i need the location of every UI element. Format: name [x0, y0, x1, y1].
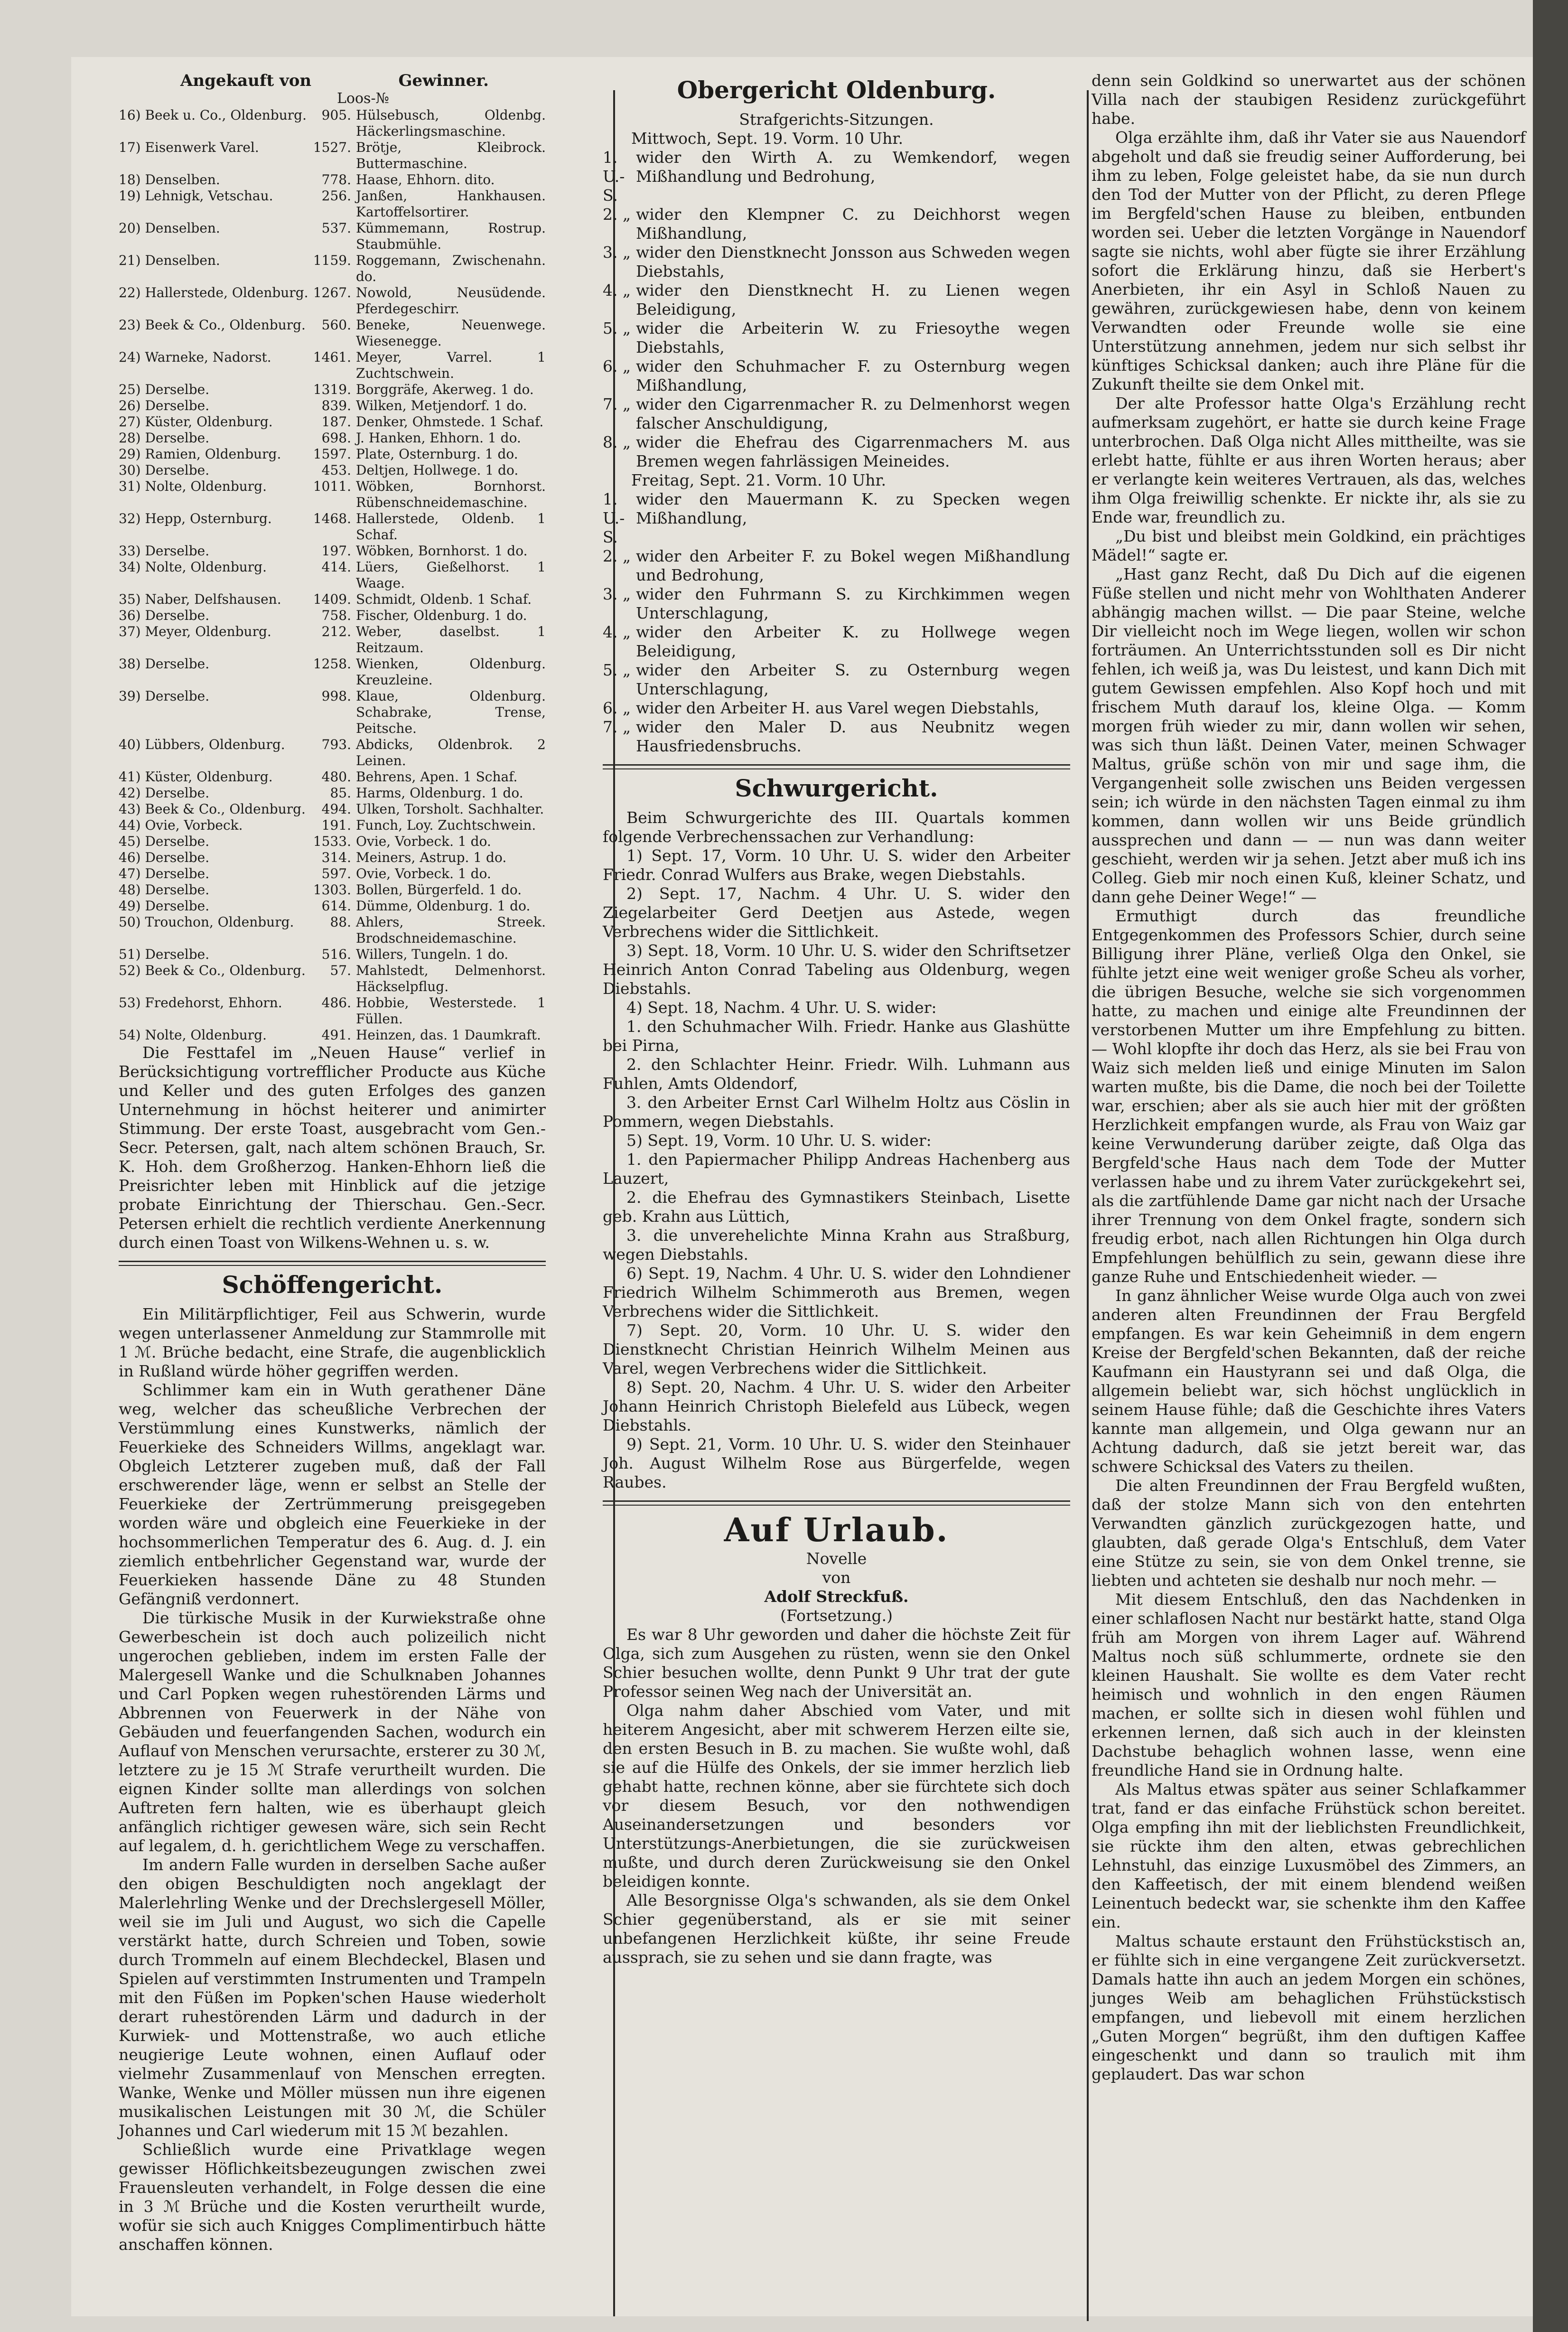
winner-row [119, 769, 546, 785]
winner-buyer: 51) Derselbe. [119, 946, 210, 962]
schwur-case: 3) Sept. 18, Vorm. 10 Uhr. U. S. wider den Schriftsetzer Heinrich Anton Conrad Tabeling aus Oldenburg, wegen Diebstahls. [603, 941, 1070, 998]
case-text: wider den Fuhrmann S. zu Kirchkimmen wegen Unterschlagung, [636, 585, 1070, 622]
winner-row [119, 591, 546, 608]
schoeffengericht-heading: Schöffengericht. [222, 1271, 443, 1299]
case-number: 8. „ [603, 433, 631, 451]
case-row [603, 319, 1070, 357]
novel-by: von [822, 1568, 851, 1587]
winner-buyer: 16) Beek u. Co., Oldenburg. [119, 107, 307, 123]
winner-row [119, 737, 546, 769]
case-number: 6. „ [603, 699, 631, 717]
winner-loos: 1258. [313, 656, 351, 672]
winner-loos: 758. [321, 608, 351, 623]
winner-loos: 191. [321, 817, 351, 833]
winner-name: Kümmemann, Rostrup. Staubmühle. [356, 220, 546, 252]
winner-name: Mahlstedt, Delmenhorst. Häckselpflug. [356, 963, 546, 994]
winner-buyer: 22) Hallerstede, Oldenburg. [119, 285, 308, 300]
winner-buyer: 37) Meyer, Oldenburg. [119, 624, 271, 639]
case-number: 5. „ [603, 319, 631, 337]
novel-genre: Novelle [806, 1549, 867, 1568]
winner-name: Haase, Ehhorn. dito. [356, 172, 495, 187]
case-number: 3. „ [603, 585, 631, 603]
winner-name: Harms, Oldenburg. 1 do. [356, 785, 523, 801]
schwur-case: 9) Sept. 21, Vorm. 10 Uhr. U. S. wider den Steinhauer Joh. August Wilhelm Rose aus Bürgerfelde, wegen Raubes. [603, 1435, 1070, 1491]
winner-name: Willers, Tungeln. 1 do. [356, 946, 509, 962]
novel-paragraph: Olga erzählte ihm, daß ihr Vater sie aus Nauendorf abgeholt und daß sie freudig seiner Aufforderung, bei ihm zu leben, Folge geleistet habe, da sie nun durch den Tod der Mutter von der Pflicht, zu deren Pflege im Bergfeld'schen Hause zu bleiben, entbunden worden sei. Ueber die letzten Vorgänge in Nauendorf sagte sie nichts, wohl aber fügte sie ihrer Erzählung sofort die Erklärung hinzu, daß sie Herbert's Anerbieten, ihr ein Asyl in Schloß Nauen zu gewähren, zurückgewiesen habe, denn von keinem Verwandten oder Freunde wolle sie eine Unterstützung annehmen, jedem nur sich selbst ihr künftiges Schicksal danken; auch ihre Pläne für die Zukunft theilte sie dem Onkel mit. [1092, 128, 1526, 393]
winners-list [119, 107, 546, 1043]
winner-row [119, 382, 546, 398]
winner-buyer: 43) Beek & Co., Oldenburg. [119, 801, 306, 817]
column-1 [119, 71, 546, 2254]
novel-paragraph: Alle Besorgnisse Olga's schwanden, als sie dem Onkel Schier gegenüberstand, als er sie mit seiner unbefangenen Herzlichkeit küßte, ihr seine Freude aussprach, sie zu sehen und sie dann fragte, was [603, 1891, 1070, 1967]
winner-buyer: 44) Ovie, Vorbeck. [119, 817, 243, 833]
winner-name: Lüers, Gießelhorst. 1 Waage. [356, 559, 546, 591]
novel-paragraph: Mit diesem Entschluß, den das Nachdenken in einer schlaflosen Nacht nur bestärkt hatte, stand Olga früh am Morgen von ihrem Lager auf. Während Maltus noch süß schlummerte, ordnete sie den kleinen Haushalt. Sie wollte es dem Vater recht heimisch und wohnlich in den engen Räumen machen, er sollte sich in diesen wohl fühlen und erkennen lernen, daß sich auch in der kleinsten Dachstube behaglich wohnen lasse, wenn eine freundliche Hand sie in Ordnung halte. [1092, 1590, 1526, 1779]
case-row [603, 357, 1070, 395]
schoeffen-paragraph: Schließlich wurde eine Privatklage wegen gewisser Höflichkeitsbezeugungen zwischen zwei Frauensleuten verhandelt, in Folge dessen die eine in 3 ℳ Brüche und die Kosten verurtheilt wurde, wofür sie sich auch Knigges Complimentirbuch hätte anschaffen können. [119, 2140, 546, 2254]
obergericht-heading: Obergericht Oldenburg. [677, 76, 996, 104]
winner-row [119, 946, 546, 963]
winner-loos: 1319. [313, 382, 351, 397]
winner-buyer: 35) Naber, Delfshausen. [119, 591, 281, 607]
winner-buyer: 27) Küster, Oldenburg. [119, 414, 273, 430]
winner-buyer: 38) Derselbe. [119, 656, 210, 672]
winner-name: Hallerstede, Oldenb. 1 Schaf. [356, 511, 546, 543]
case-row [603, 205, 1070, 243]
schwur-case: 2) Sept. 17, Nachm. 4 Uhr. U. S. wider den Ziegelarbeiter Gerd Deetjen aus Astede, wegen Verbrechens wider die Sittlichkeit. [603, 884, 1070, 941]
winner-row [119, 882, 546, 898]
winner-buyer: 30) Derselbe. [119, 462, 210, 478]
winner-buyer: 18) Denselben. [119, 172, 220, 187]
winner-buyer: 49) Derselbe. [119, 898, 210, 914]
winner-row [119, 462, 546, 478]
winner-loos: 614. [321, 898, 351, 914]
loos-number-header: Loos-№ [337, 90, 389, 107]
winner-loos: 560. [321, 317, 351, 333]
bought-from-header: Angekauft von [180, 71, 312, 90]
winner-row [119, 253, 546, 285]
winner-buyer: 29) Ramien, Oldenburg. [119, 446, 281, 462]
winner-name: Denker, Ohmstede. 1 Schaf. [356, 414, 544, 430]
schwur-case: 6) Sept. 19, Nachm. 4 Uhr. U. S. wider den Lohndiener Friedrich Wilhelm Schimmeroth aus Bremen, wegen Verbrechens wider die Sittlichkeit. [603, 1264, 1070, 1321]
winner-name: Ahlers, Streek. Brodschneidemaschine. [356, 914, 546, 946]
cases-friday [603, 490, 1070, 756]
novel-paragraph: Der alte Professor hatte Olga's Erzählung recht aufmerksam zugehört, er hatte sie durch keine Frage unterbrochen. Daß Olga nicht Alles mittheilte, was sie erlebt hatte, fühlte er aus ihren Worten heraus; aber er verlangte kein weiteres Vertrauen, als das, welches ihm Olga freiwillig schenkte. Er nickte ihr, als sie zu Ende war, freundlich zu. [1092, 394, 1526, 526]
winner-name: Behrens, Apen. 1 Schaf. [356, 769, 518, 785]
case-text: wider den Arbeiter S. zu Osternburg wegen Unterschlagung, [636, 661, 1070, 698]
winner-row [119, 220, 546, 253]
novel-paragraph: „Du bist und bleibst mein Goldkind, ein prächtiges Mädel!“ sagte er. [1092, 527, 1526, 564]
case-number: 1. U.-S. [603, 490, 625, 546]
winner-buyer: 45) Derselbe. [119, 834, 210, 849]
winner-row [119, 511, 546, 543]
case-row [603, 281, 1070, 319]
case-text: wider den Mauermann K. zu Specken wegen Mißhandlung, [636, 490, 1070, 527]
case-text: wider den Dienstknecht Jonsson aus Schweden wegen Diebstahls, [636, 243, 1070, 281]
winner-buyer: 39) Derselbe. [119, 688, 210, 704]
winner-name: Roggemann, Zwischenahn. do. [356, 253, 546, 284]
schwur-case: 7) Sept. 20, Vorm. 10 Uhr. U. S. wider den Dienstknecht Christian Heinrich Wilhelm Meinen aus Varel, wegen Verbrechens wider die Sittlichkeit. [603, 1321, 1070, 1377]
winner-row [119, 317, 546, 349]
winner-row [119, 140, 546, 172]
winner-loos: 597. [321, 866, 351, 881]
winner-buyer: 47) Derselbe. [119, 866, 210, 881]
winner-name: Meiners, Astrup. 1 do. [356, 850, 507, 865]
case-text: wider den Arbeiter K. zu Hollwege wegen Beleidigung, [636, 623, 1070, 660]
winner-buyer: 40) Lübbers, Oldenburg. [119, 737, 285, 752]
winner-row [119, 801, 546, 817]
case-text: wider den Arbeiter H. aus Varel wegen Diebstahls, [636, 699, 1039, 717]
winner-buyer: 48) Derselbe. [119, 882, 210, 898]
case-number: 3. „ [603, 243, 631, 262]
winner-header: Gewinner. [398, 71, 489, 90]
page-edge-shadow [1533, 0, 1568, 2332]
winner-loos: 998. [321, 688, 351, 704]
schwur-case: 1. den Schuhmacher Wilh. Friedr. Hanke aus Glashütte bei Pirna, [603, 1017, 1070, 1055]
novel-paragraph: Es war 8 Uhr geworden und daher die höchste Zeit für Olga, sich zum Ausgehen zu rüsten, wenn sie den Onkel Schier besuchen wollte, denn Punkt 9 Uhr trat der gute Professor seinen Weg nach der Universität an. [603, 1625, 1070, 1701]
column-rule-2 [1087, 90, 1089, 2321]
winner-loos: 57. [330, 963, 351, 978]
winner-row [119, 656, 546, 688]
strafsitzungen-subheading: Strafgerichts-Sitzungen. [739, 110, 934, 129]
winner-name: Nowold, Neusüdende. Pferdegeschirr. [356, 285, 546, 317]
novel-continuation: (Fortsetzung.) [780, 1606, 893, 1625]
schwurgericht-intro: Beim Schwurgerichte des III. Quartals kommen folgende Verbrechenssachen zur Verhandlung: [603, 808, 1070, 846]
winner-buyer: 41) Küster, Oldenburg. [119, 769, 273, 785]
case-text: wider den Klempner C. zu Deichhorst wegen Mißhandlung, [636, 205, 1070, 243]
winner-buyer: 25) Derselbe. [119, 382, 210, 397]
winner-loos: 453. [321, 462, 351, 478]
winner-loos: 793. [321, 737, 351, 752]
winner-name: Fischer, Oldenburg. 1 do. [356, 608, 527, 623]
winner-row [119, 688, 546, 737]
section-divider [603, 1500, 1070, 1506]
schwur-case: 3. die unverehelichte Minna Krahn aus Straßburg, wegen Diebstahls. [603, 1226, 1070, 1264]
winner-loos: 1597. [313, 446, 351, 462]
winner-buyer: 20) Denselben. [119, 220, 220, 236]
winner-buyer: 28) Derselbe. [119, 430, 210, 446]
novel-author: Adolf Streckfuß. [764, 1587, 909, 1606]
winner-buyer: 52) Beek & Co., Oldenburg. [119, 963, 306, 978]
winner-loos: 491. [321, 1027, 351, 1043]
winner-buyer: 23) Beek & Co., Oldenburg. [119, 317, 306, 333]
cases-wednesday [603, 148, 1070, 471]
schwurgericht-cases [603, 846, 1070, 1492]
novel-paragraph: Olga nahm daher Abschied vom Vater, und mit heiterem Angesicht, aber mit schwerem Herzen eilte sie, den ersten Besuch in B. zu machen. Sie wußte wohl, daß sie auf die Hülfe des Onkels, der sie immer herzlich lieb gehabt hatte, rechnen könne, aber sie fürchtete sich doch vor diesem Besuch, vor den nothwendigen Auseinandersetzungen und besonders vor Unterstützungs-Anerbietungen, die sie zurückweisen mußte, und durch deren Zurückweisung sie den Onkel beleidigen konnte. [603, 1701, 1070, 1891]
winner-row [119, 914, 546, 946]
case-text: wider die Arbeiterin W. zu Friesoythe wegen Diebstahls, [636, 319, 1070, 356]
case-number: 1. U.-S. [603, 148, 625, 205]
winner-buyer: 24) Warneke, Nadorst. [119, 349, 271, 365]
winner-name: Wöbken, Bornhorst. 1 do. [356, 543, 528, 559]
winner-buyer: 19) Lehnigk, Vetschau. [119, 188, 273, 204]
schwur-case: 8) Sept. 20, Nachm. 4 Uhr. U. S. wider den Arbeiter Johann Heinrich Christoph Bielefeld aus Lübeck, wegen Diebstahls. [603, 1378, 1070, 1434]
schwur-case: 1. den Papiermacher Philipp Andreas Hachenberg aus Lauzert, [603, 1150, 1070, 1188]
winner-name: Plate, Osternburg. 1 do. [356, 446, 518, 462]
winner-buyer: 46) Derselbe. [119, 850, 210, 865]
case-text: wider die Ehefrau des Cigarrenmachers M. aus Bremen wegen fahrlässigen Meineides. [636, 433, 1070, 470]
winner-name: Janßen, Hankhausen. Kartoffelsortirer. [356, 188, 546, 220]
winner-buyer: 32) Hepp, Osternburg. [119, 511, 272, 526]
winner-row [119, 349, 546, 382]
novel-paragraph: denn sein Goldkind so unerwartet aus der schönen Villa nach der staubigen Residenz zurückgeführt habe. [1092, 71, 1526, 128]
schoeffen-paragraph: Ein Militärpflichtiger, Feil aus Schwerin, wurde wegen unterlassener Anmeldung zur Stammrolle mit 1 ℳ. Brüche bedacht, eine Strafe, die augenblicklich in Rußland würde höher gegriffen werden. [119, 1305, 546, 1380]
schwur-case: 3. den Arbeiter Ernst Carl Wilhelm Holtz aus Cöslin in Pommern, wegen Diebstahls. [603, 1093, 1070, 1131]
case-number: 2. „ [603, 547, 631, 565]
case-row [603, 243, 1070, 281]
winner-buyer: 26) Derselbe. [119, 398, 210, 413]
section-divider [603, 764, 1070, 769]
winner-row [119, 446, 546, 462]
winner-loos: 1267. [313, 285, 351, 300]
winner-name: Wöbken, Bornhorst. Rübenschneidemaschine. [356, 478, 546, 510]
winner-row [119, 430, 546, 446]
schoeffengericht-body [119, 1305, 546, 2254]
winner-row [119, 785, 546, 801]
winner-buyer: 17) Eisenwerk Varel. [119, 140, 259, 155]
winner-row [119, 963, 546, 995]
winner-loos: 537. [321, 220, 351, 236]
winner-row [119, 559, 546, 591]
winner-buyer: 36) Derselbe. [119, 608, 210, 623]
novel-paragraph: Maltus schaute erstaunt den Frühstückstisch an, er fühlte sich in eine vergangene Zeit zurückversetzt. Damals hatte ihn auch an jedem Morgen ein schönes, junges Weib am behaglichen Frühstückstisch empfangen, und liebevoll mit einem herzlichen „Guten Morgen“ begrüßt, ihm den duftigen Kaffee eingeschenkt und dann so traulich mit ihm geplaudert. Das war schon [1092, 1932, 1526, 2083]
festtafel-paragraph: Die Festtafel im „Neuen Hause“ verlief in Berücksichtigung vortrefflicher Producte aus Küche und Keller und des guten Erfolges des ganzen Unternehmung in höchst heiterer und animirter Stimmung. Der erste Toast, ausgebracht vom Gen.-Secr. Petersen, galt, nach altem schönen Brauch, Sr. K. Hoh. dem Großherzog. Hanken-Ehhorn ließ die Preisrichter leben mit Hinblick auf die jetzige probate Einrichtung der Thierschau. Gen.-Secr. Petersen erhielt die rechtlich verdiente Anerkennung durch einen Toast von Wilkens-Wehnen u. s. w. [119, 1043, 546, 1252]
winner-name: Heinzen, das. 1 Daumkraft. [356, 1027, 541, 1043]
novel-paragraph: Als Maltus etwas später aus seiner Schlafkammer trat, fand er das einfache Frühstück schon bereitet. Olga empfing ihn mit der lieblichsten Freundlichkeit, sie rückte ihm den alten, etwas gebrechlichen Lehnstuhl, das einzige Luxusmöbel des Zimmers, an den Kaffeetisch, der mit einem blendend weißen Leinentuch bedeckt war, sie schenkte ihm den Kaffee ein. [1092, 1780, 1526, 1931]
session-friday: Freitag, Sept. 21. Vorm. 10 Uhr. [631, 471, 887, 489]
novel-paragraph: „Hast ganz Recht, daß Du Dich auf die eigenen Füße stellen und nicht mehr von Wohlthaten Anderer abhängig machen willst. — Die paar Steine, welche Dir vielleicht noch im Wege liegen, wollen wir schon forträumen. An Unterrichtsstunden soll es Dir nicht fehlen, ich weiß ja, was Du leistest, und kann Dich mit gutem Gewissen empfehlen. Also Kopf hoch und mit frischem Muth darauf los, kleine Olga. — Komm morgen früh wieder zu mir, dann wollen wir sehen, was sich thun läßt. Deinen Vater, meinen Schwager Maltus, grüße schön von mir und sage ihm, die Vergangenheit solle zwischen uns Beiden vergessen sein; ich würde in den nächsten Tagen einmal zu ihm kommen, dann wollen wir uns Beide gründlich aussprechen und dann — — nun was dann weiter geschieht, werden wir ja sehen. Jetzt aber muß ich ins Colleg. Gieb mir noch einen Kuß, kleiner Schatz, und dann gehe Deiner Wege!“ — [1092, 565, 1526, 906]
case-row [603, 699, 1070, 718]
winner-buyer: 50) Trouchon, Oldenburg. [119, 914, 294, 930]
winner-buyer: 53) Fredehorst, Ehhorn. [119, 995, 282, 1011]
winner-loos: 414. [321, 559, 351, 575]
winner-loos: 516. [321, 946, 351, 962]
winner-buyer: 21) Denselben. [119, 253, 220, 268]
winner-name: Weber, daselbst. 1 Reitzaum. [356, 624, 546, 656]
winner-row [119, 398, 546, 414]
winner-name: Ovie, Vorbeck. 1 do. [356, 834, 491, 849]
winner-loos: 480. [321, 769, 351, 785]
winner-loos: 1303. [313, 882, 351, 898]
winner-loos: 256. [321, 188, 351, 204]
winner-name: Brötje, Kleibrock. Buttermaschine. [356, 140, 546, 171]
winner-name: Funch, Loy. Zuchtschwein. [356, 817, 536, 833]
case-number: 5. „ [603, 661, 631, 679]
case-text: wider den Dienstknecht H. zu Lienen wegen Beleidigung, [636, 281, 1070, 318]
winner-row [119, 850, 546, 866]
winner-name: Hobbie, Westerstede. 1 Füllen. [356, 995, 546, 1027]
winner-name: Beneke, Neuenwege. Wiesenegge. [356, 317, 546, 349]
winner-name: Borggräfe, Akerweg. 1 do. [356, 382, 534, 397]
winner-row [119, 866, 546, 882]
schwurgericht-heading: Schwurgericht. [735, 774, 938, 802]
winner-row [119, 172, 546, 188]
winners-table-header [119, 71, 546, 90]
winner-name: Wienken, Oldenburg. Kreuzleine. [356, 656, 546, 688]
schoeffen-paragraph: Schlimmer kam ein in Wuth gerathener Däne weg, welcher das scheußliche Verbrechen der Verstümmlung eines Kunstwerks, nämlich der Feuerkieke des Schneiders Willms, angeklagt war. Obgleich Letzterer zugeben muß, daß der Fall erschwerender läge, wenn er selbst an Stelle der Feuerkieke der Zertrümmerung preisgegeben worden wäre und obgleich eine Feuerkieke in der hochsommerlichen Temperatur des 6. Aug. d. J. ein ziemlich entbehrlicher Gegenstand war, wurde der Feuerkieken hassende Däne zu 48 Stunden Gefängniß verdonnert. [119, 1381, 546, 1608]
winner-row [119, 107, 546, 140]
case-row [603, 395, 1070, 433]
case-row [603, 547, 1070, 585]
case-text: wider den Schuhmacher F. zu Osternburg wegen Mißhandlung, [636, 357, 1070, 394]
winner-name: Hülsebusch, Oldenbg. Häckerlingsmaschine. [356, 107, 546, 139]
schwur-case: 4) Sept. 18, Nachm. 4 Uhr. U. S. wider: [626, 998, 937, 1017]
winner-name: Dümme, Oldenburg. 1 do. [356, 898, 531, 914]
schwur-case: 5) Sept. 19, Vorm. 10 Uhr. U. S. wider: [626, 1131, 932, 1150]
column-2 [603, 71, 1070, 1967]
winner-row [119, 1027, 546, 1043]
winner-loos: 778. [321, 172, 351, 187]
case-number: 6. „ [603, 357, 631, 375]
winner-name: Bollen, Bürgerfeld. 1 do. [356, 882, 522, 898]
case-row [603, 661, 1070, 699]
case-text: wider den Cigarrenmacher R. zu Delmenhorst wegen falscher Anschuldigung, [636, 395, 1070, 432]
winner-row [119, 834, 546, 850]
case-row [603, 433, 1070, 471]
case-number: 7. „ [603, 395, 631, 413]
winner-loos: 187. [321, 414, 351, 430]
winner-loos: 905. [321, 107, 351, 123]
section-divider [119, 1261, 546, 1266]
winner-loos: 88. [330, 914, 351, 930]
winner-loos: 486. [321, 995, 351, 1011]
case-number: 2. „ [603, 205, 631, 224]
schwur-case: 2. den Schlachter Heinr. Friedr. Wilh. Luhmann aus Fuhlen, Amts Oldendorf, [603, 1055, 1070, 1093]
case-row [603, 623, 1070, 661]
winner-row [119, 898, 546, 914]
winner-row [119, 543, 546, 559]
winner-loos: 1461. [313, 349, 351, 365]
winner-loos: 494. [321, 801, 351, 817]
winner-loos: 314. [321, 850, 351, 865]
winner-name: Klaue, Oldenburg. Schabrake, Trense, Peitsche. [356, 688, 546, 736]
winner-loos: 1011. [313, 478, 351, 494]
winner-row [119, 414, 546, 430]
winner-row [119, 995, 546, 1027]
case-row [603, 718, 1070, 756]
winner-loos: 1468. [313, 511, 351, 526]
winner-name: Ulken, Torsholt. Sachhalter. [356, 801, 544, 817]
winner-loos: 212. [321, 624, 351, 639]
novel-text-continued [1092, 71, 1526, 2084]
schwur-case: 2. die Ehefrau des Gymnastikers Steinbach, Lisette geb. Krahn aus Lüttich, [603, 1188, 1070, 1226]
winner-name: Ovie, Vorbeck. 1 do. [356, 866, 491, 881]
session-wednesday: Mittwoch, Sept. 19. Vorm. 10 Uhr. [631, 129, 904, 148]
winner-name: Deltjen, Hollwege. 1 do. [356, 462, 519, 478]
novel-paragraph: In ganz ähnlicher Weise wurde Olga auch von zwei anderen alten Freundinnen der Frau Bergfeld empfangen. Es war kein Geheimniß in dem engern Kreise der Bergfeld'schen Bekannten, daß der reiche Kaufmann ein Haustyrann sei und daß Olga, die allgemein beliebt war, sich höchst unglücklich in seinem Hause fühle; daß die Geschichte ihres Vaters kannte man allgemein, und Olga gewann nur an Achtung dadurch, daß sie jetzt bereit war, das schwere Schicksal des Vaters zu theilen. [1092, 1286, 1526, 1476]
winner-loos: 197. [321, 543, 351, 559]
winner-row [119, 608, 546, 624]
novel-paragraph: Die alten Freundinnen der Frau Bergfeld wußten, daß der stolze Mann sich von den entehrten Verwandten gänzlich zurückgezogen hatte, und glaubten, daß gerade Olga's Entschluß, dem Vater eine Stütze zu sein, sie von dem Onkel trenne, sie liebten und achteten sie deshalb nur noch mehr. — [1092, 1476, 1526, 1590]
winner-loos: 698. [321, 430, 351, 446]
winner-loos: 1527. [313, 140, 351, 155]
novel-paragraph: Ermuthigt durch das freundliche Entgegenkommen des Professors Schier, durch seine Billigung ihrer Pläne, verließ Olga den Onkel, sie fühlte jetzt eine weit weniger große Scheu als vorher, die übrigen Besuche, welche sie sich vorgenommen hatte, zu machen und einige alte Freundinnen der verstorbenen Mutter um ihre Empfehlung zu bitten. — Wohl klopfte ihr doch das Herz, als sie bei Frau von Waiz sich melden ließ und einige Minuten im Salon warten mußte, bis die Dame, die noch bei der Toilette war, erschien; aber als sie auch hier mit der größten Herzlichkeit empfangen wurde, als Frau von Waiz gar keine Verwunderung darüber zeigte, daß Olga das Bergfeld'sche Haus nach dem Tode der Mutter verlassen habe und zu ihrem Vater zurückgekehrt sei, als die zartfühlende Dame gar nicht nach der Ursache ihrer Trennung von dem Onkel fragte, sondern sich freudig erbot, nach allen Richtungen hin Olga durch Empfehlungen behülflich zu sein, gewann diese ihre ganze Ruhe und Entschiedenheit wieder. — [1092, 907, 1526, 1286]
winner-loos: 1533. [313, 834, 351, 849]
winner-loos: 85. [330, 785, 351, 801]
winner-buyer: 33) Derselbe. [119, 543, 210, 559]
winner-row [119, 188, 546, 220]
case-text: wider den Arbeiter F. zu Bokel wegen Mißhandlung und Bedrohung, [636, 547, 1070, 584]
column-3 [1092, 71, 1526, 2084]
winner-loos: 839. [321, 398, 351, 413]
winner-row [119, 478, 546, 511]
winner-buyer: 34) Nolte, Oldenburg. [119, 559, 267, 575]
schoeffen-paragraph: Die türkische Musik in der Kurwiekstraße ohne Gewerbeschein ist doch auch polizeilich nicht ungerochen geblieben, indem im ersten Falle der Malergesell Wanke und die Schulknaben Johannes und Carl Popken wegen ruhestörenden Lärms und Abbrennen von Feuerwerk in der Nähe von Gebäuden und feuerfangenden Sachen, wodurch ein Auflauf von Menschen verursachte, ersterer zu 30 ℳ, letztere zu je 15 ℳ Strafe verurtheilt wurden. Die eignen Kinder sollte man allerdings von solchen Auftreten fern halten, wie es überhaupt gleich anfänglich richtiger gewesen wäre, sich sein Recht auf legalem, d. h. gerichtlichem Wege zu verschaffen. [119, 1609, 546, 1855]
winner-row [119, 817, 546, 834]
winner-name: J. Hanken, Ehhorn. 1 do. [356, 430, 521, 446]
winner-name: Wilken, Metjendorf. 1 do. [356, 398, 527, 413]
case-text: wider den Wirth A. zu Wemkendorf, wegen Mißhandlung und Bedrohung, [636, 148, 1070, 186]
case-number: 4. „ [603, 623, 631, 641]
winner-buyer: 42) Derselbe. [119, 785, 210, 801]
winner-buyer: 54) Nolte, Oldenburg. [119, 1027, 267, 1043]
case-number: 7. „ [603, 718, 631, 736]
schoeffen-paragraph: Im andern Falle wurden in derselben Sache außer den obigen Beschuldigten noch angeklagt der Malerlehrling Wenke und der Drechslergesell Möller, weil sie im Juli und August, wo sich die Capelle verstärkt hatte, durch Schreien und Toben, sowie durch Trommeln auf einem Blechdeckel, Blasen und Spielen auf verstimmten Instrumenten und Trampeln mit den Füßen im Popken'schen Hause wiederholt derart ruhestörenden Lärm und dadurch in der Kurwiek- und Mottenstraße, wo auch etliche neugierige Leute wohnen, einen Auflauf oder vielmehr Zusammenlauf von Menschen erregten. Wanke, Wenke und Möller müssen nun ihre eigenen musikalischen Leistungen mit 30 ℳ, die Schüler Johannes und Carl wiederum mit 15 ℳ bezahlen. [119, 1855, 546, 2140]
case-row [603, 585, 1070, 623]
case-row [603, 148, 1070, 205]
novel-title: Auf Urlaub. [724, 1511, 949, 1549]
winner-loos: 1409. [313, 591, 351, 607]
case-row [603, 490, 1070, 547]
case-text: wider den Maler D. aus Neubnitz wegen Hausfriedensbruchs. [636, 718, 1070, 755]
winner-loos: 1159. [313, 253, 351, 268]
case-number: 4. „ [603, 281, 631, 300]
winner-row [119, 624, 546, 656]
winner-name: Meyer, Varrel. 1 Zuchtschwein. [356, 349, 546, 381]
winner-buyer: 31) Nolte, Oldenburg. [119, 478, 267, 494]
schwur-case: 1) Sept. 17, Vorm. 10 Uhr. U. S. wider den Arbeiter Friedr. Conrad Wulfers aus Brake, wegen Diebstahls. [603, 846, 1070, 884]
winner-name: Schmidt, Oldenb. 1 Schaf. [356, 591, 532, 607]
novel-text [603, 1625, 1070, 1967]
winner-name: Abdicks, Oldenbrok. 2 Leinen. [356, 737, 546, 768]
winner-row [119, 285, 546, 317]
